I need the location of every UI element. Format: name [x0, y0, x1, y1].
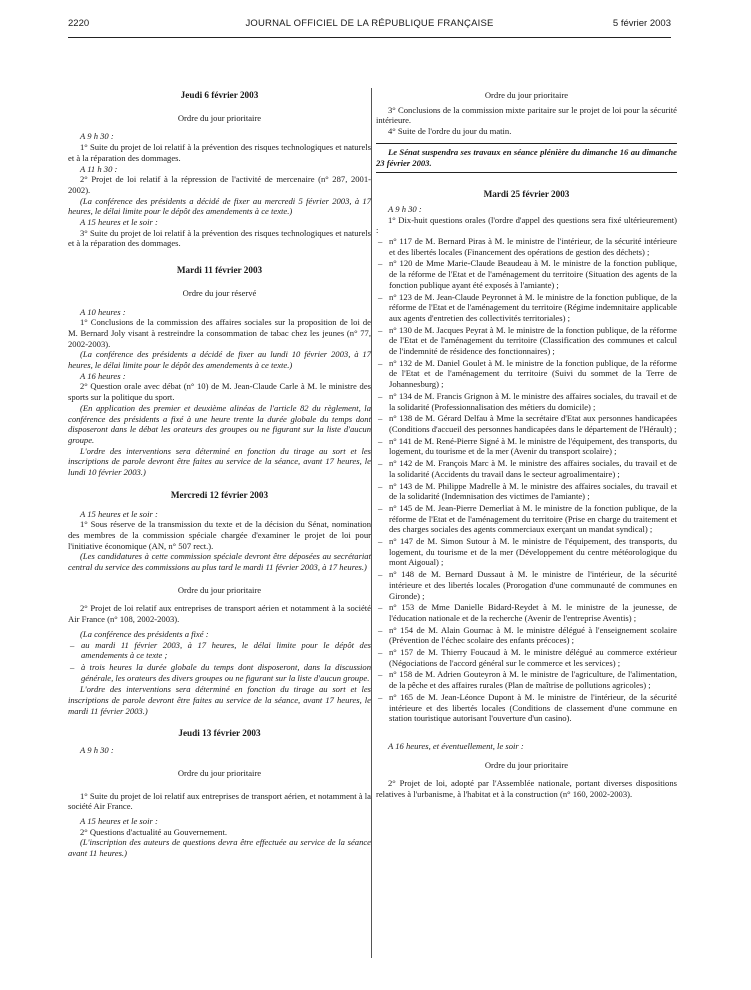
agenda-item: 2° Projet de loi, adopté par l'Assemblée nationale, portant diverses dispositions relatives à l'urbanisme, à l'habitat et à la construction (n° 160, 2002-2003). — [376, 778, 677, 800]
note-list-item: – au mardi 11 février 2003, à 17 heures, le délai limite pour le dépôt des amendements à ce texte ; — [68, 640, 371, 661]
agenda-item: 3° Conclusions de la commission mixte paritaire sur le projet de loi pour la sécurité intérieure. — [376, 104, 677, 126]
question-item: – n° 154 de M. Alain Gournac à M. le ministre délégué à l'enseignement scolaire (Prévention de l'échec scolaire des enfants précoces) ; — [376, 625, 677, 646]
oral-questions-list — [376, 236, 677, 724]
time-slot: A 16 heures : — [80, 370, 126, 381]
agenda-note: (En application des premier et deuxième alinéas de l'article 82 du règlement, la conférence des présidents a fixé à une heure trente la durée globale du temps dont disposeront dans le débat les orateurs des groupes ou ne figurant sur la liste d'aucun groupe. — [68, 402, 371, 445]
page-number: 2220 — [68, 18, 90, 29]
agenda-item: 1° Dix-huit questions orales (l'ordre d'appel des questions sera fixé ultérieurement) : — [376, 214, 677, 236]
agenda-item: 1° Suite du projet de loi relatif aux entreprises de transport aérien, et notamment à la société Air France. — [68, 790, 371, 812]
right-column — [376, 90, 677, 800]
agenda-item: 2° Projet de loi relatif aux entreprises de transport aérien et notamment à la société Air France (n° 108, 2002-2003). — [68, 603, 371, 625]
question-item: – n° 120 de Mme Marie-Claude Beaudeau à M. le ministre de la fonction publique, de la réforme de l'Etat et de l'aménagement du territoire (Situation des agents de la fonction publique ayant été exposés à l'amiante) ; — [376, 258, 677, 290]
agenda-item: 1° Conclusions de la commission des affaires sociales sur la proposition de loi de M. Bernard Joly visant à restreindre la consommation de tabac chez les jeunes (n° 77, 2002-2003). — [68, 317, 371, 349]
agenda-note: (L'inscription des auteurs de questions devra être effectuée au service de la séance avant 11 heures.) — [68, 837, 371, 859]
agenda-item: 1° Suite du projet de loi relatif à la prévention des risques technologiques et naturels et à la réparation des dommages. — [68, 142, 371, 163]
question-item: – n° 147 de M. Simon Sutour à M. le ministre de l'équipement, des transports, du logement, du tourisme et de la mer (Développement du centre météorologique du mont Aigoual) ; — [376, 536, 677, 568]
time-slot: A 9 h 30 : — [388, 203, 422, 214]
time-slot: A 9 h 30 : — [80, 745, 114, 756]
question-item: – n° 141 de M. René-Pierre Signé à M. le ministre de l'équipement, des transports, du logement, du tourisme et de la mer (Avenir du transport scolaire) ; — [376, 436, 677, 457]
note-list — [68, 640, 371, 684]
agenda-item: 2° Questions d'actualité au Gouvernement. — [80, 826, 227, 837]
agenda-note: L'ordre des interventions sera déterminé en fonction du tirage au sort et les inscriptions de parole devront être faites au service de la séance, avant 17 heures, le lundi 10 février 2003.) — [68, 445, 371, 478]
header-rule — [68, 37, 671, 38]
question-item: – n° 165 de M. Jean-Léonce Dupont à M. le ministre de l'intérieur, de la sécurité intérieure et des libertés locales (Conditions de classement d'une commune en station touristique autorisant l'ouverture d'un casino). — [376, 692, 677, 724]
time-slot: A 15 heures et le soir : — [80, 815, 158, 826]
question-item: – n° 148 de M. Bernard Dussaut à M. le ministre de l'intérieur, de la sécurité intérieure et des libertés locales (Prorogation d'une communauté de communes en Gironde) ; — [376, 569, 677, 601]
time-slot: A 16 heures, et éventuellement, le soir : — [388, 740, 524, 751]
agenda-item: 3° Suite du projet de loi relatif à la prévention des risques technologiques et naturels et à la réparation des dommages. — [68, 227, 371, 249]
question-item: – n° 142 de M. François Marc à M. le ministre des affaires sociales, du travail et de la solidarité (Accidents du travail dans le secteur agroalimentaire) ; — [376, 458, 677, 479]
agenda-note: (La conférence des présidents a fixé : — [80, 628, 209, 639]
question-item: – n° 134 de M. Francis Grignon à M. le ministre des affaires sociales, du travail et de la solidarité (Professionnalisation des métiers du domicile) ; — [376, 391, 677, 412]
question-item: – n° 132 de M. Daniel Goulet à M. le ministre de la fonction publique, de la réforme de l'Etat et de l'aménagement du territoire (Suivi du sommet de la Terre de Johannesburg) ; — [376, 358, 677, 390]
session-notice — [376, 143, 677, 173]
agenda-item: 4° Suite de l'ordre du jour du matin. — [388, 126, 512, 137]
time-slot: A 9 h 30 : — [80, 131, 114, 142]
question-item: – n° 143 de M. Philippe Madrelle à M. le ministre des affaires sociales, du travail et de la solidarité (Indemnisation des victimes de l'amiante) ; — [376, 481, 677, 502]
agenda-type: Ordre du jour prioritaire — [177, 767, 262, 778]
session-notice-text: Le Sénat suspendra ses travaux en séance plénière du dimanche 16 au dimanche 23 février 2003. — [376, 146, 677, 168]
question-item: – n° 123 de M. Jean-Claude Peyronnet à M. le ministre de la fonction publique, de la réforme de l'Etat et de l'aménagement du territoire (Régime indemnitaire applicable aux agents d'entretien des collectivités territoriales) ; — [376, 292, 677, 324]
agenda-type: Ordre du jour prioritaire — [177, 112, 262, 123]
time-slot: A 15 heures et le soir : — [80, 217, 158, 228]
question-item: – n° 158 de M. Adrien Gouteyron à M. le ministre de l'agriculture, de l'alimentation, de la pêche et des affaires rurales (Plan de maîtrise de pollutions agricoles) ; — [376, 669, 677, 690]
column-divider — [371, 88, 372, 958]
question-item: – n° 153 de Mme Danielle Bidard-Reydet à M. le ministre de la jeunesse, de l'éducation nationale et de la recherche (Avenir de l'entreprise Aventis) ; — [376, 602, 677, 623]
agenda-type: Ordre du jour prioritaire — [484, 759, 569, 770]
time-slot: A 15 heures et le soir : — [80, 508, 158, 519]
question-item: – n° 145 de M. Jean-Pierre Demerliat à M. le ministre de la fonction publique, de la réforme de l'Etat et de l'aménagement du territoire (Prise en charge du traitement et des charges sociales des agents commerciaux exerçant un mandat syndical) ; — [376, 503, 677, 535]
agenda-note: (La conférence des présidents a décidé de fixer au mercredi 5 février 2003, à 17 heures, le délai limite pour le dépôt des amendements à ce texte.) — [68, 195, 371, 217]
page-header — [68, 18, 671, 34]
question-item: – n° 157 de M. Thierry Foucaud à M. le ministre délégué au commerce extérieur (Négociations de l'accord général sur le commerce et les services) ; — [376, 647, 677, 668]
journal-title: JOURNAL OFFICIEL DE LA RÉPUBLIQUE FRANÇAISE — [245, 18, 494, 29]
question-item: – n° 138 de M. Gérard Delfau à Mme la secrétaire d'Etat aux personnes handicapées (Conditions d'accueil des personnes handicapées dans le département de l'Hérault) ; — [376, 413, 677, 434]
agenda-type: Ordre du jour réservé — [182, 287, 257, 298]
agenda-item: 1° Sous réserve de la transmission du texte et de la décision du Sénat, nomination des membres de la commission spéciale chargée d'examiner le projet de loi pour l'initiative économique (AN, n° 507 rect.). — [68, 519, 371, 551]
day-heading: Mardi 11 février 2003 — [176, 265, 263, 276]
question-item: – n° 130 de M. Jacques Peyrat à M. le ministre de la fonction publique, de la réforme de l'Etat et de l'aménagement du territoire (Classification des communes et calcul de l'indemnité de résidence des fonctionnaires) ; — [376, 325, 677, 357]
agenda-note: L'ordre des interventions sera déterminé en fonction du tirage au sort et les inscriptions de parole devront être faites au service de la séance, avant 17 heures, le mardi 11 février 2003.) — [68, 684, 371, 716]
note-list-item: – à trois heures la durée globale du temps dont disposeront, dans la discussion générale, les orateurs des divers groupes ou ne figurant sur la liste d'aucun groupe. — [68, 662, 371, 683]
agenda-type: Ordre du jour prioritaire — [484, 90, 569, 100]
agenda-note: (Les candidatures à cette commission spéciale devront être déposées au secrétariat central du service des commissions au plus tard le mardi 11 février 2003, à 17 heures.) — [68, 551, 371, 573]
day-heading: Jeudi 13 février 2003 — [178, 728, 261, 739]
agenda-type: Ordre du jour prioritaire — [177, 584, 262, 595]
issue-date: 5 février 2003 — [612, 18, 671, 29]
time-slot: A 10 heures : — [80, 306, 126, 317]
day-heading: Jeudi 6 février 2003 — [180, 90, 259, 100]
day-heading: Mardi 25 février 2003 — [483, 189, 570, 200]
agenda-item: 2° Question orale avec débat (n° 10) de M. Jean-Claude Carle à M. le ministre des sports sur la politique du sport. — [68, 381, 371, 403]
day-heading: Mercredi 12 février 2003 — [170, 489, 269, 500]
agenda-item: 2° Projet de loi relatif à la répression de l'activité de mercenaire (n° 287, 2001-2002). — [68, 174, 371, 195]
question-item: – n° 117 de M. Bernard Piras à M. le ministre de l'intérieur, de la sécurité intérieure et des libertés locales (Financement des opérations de gestion des déchets) ; — [376, 236, 677, 257]
agenda-note: (La conférence des présidents a décidé de fixer au lundi 10 février 2003, à 17 heures, le délai limite pour le dépôt des amendements à ce texte.) — [68, 349, 371, 371]
left-column — [68, 90, 371, 859]
time-slot: A 11 h 30 : — [80, 163, 118, 174]
